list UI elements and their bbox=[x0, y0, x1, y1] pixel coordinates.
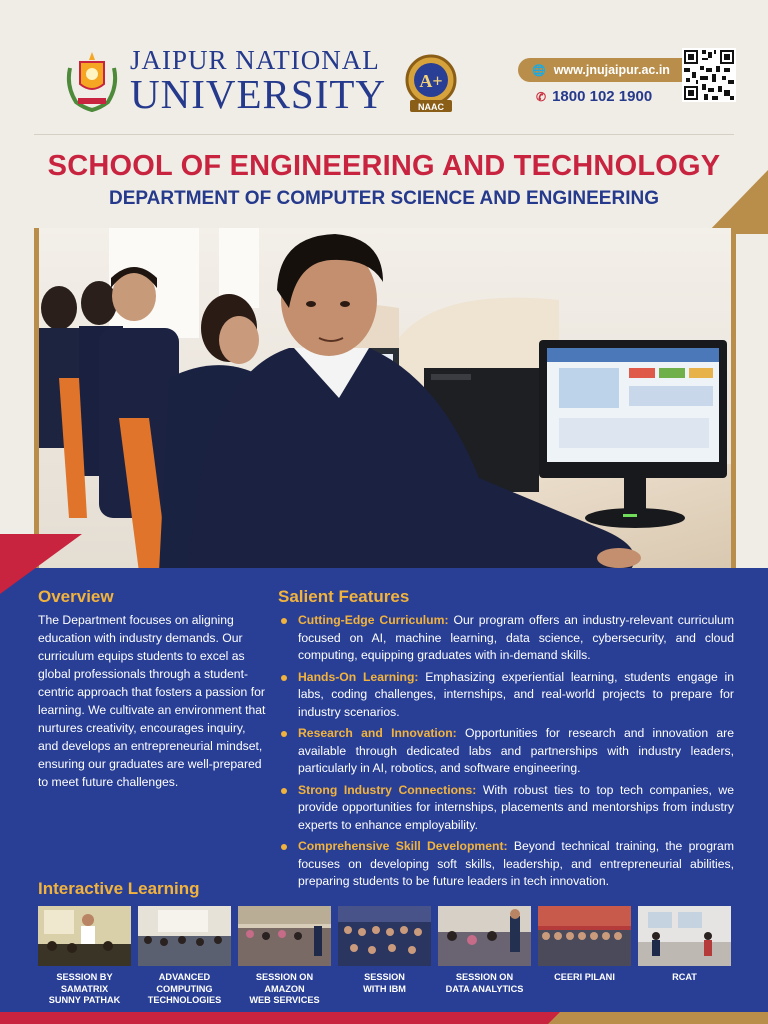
bullet-icon bbox=[281, 675, 287, 681]
overview-text: The Department focuses on aligning education with industry demands. Our curriculum equips students to excel as global professionals through a student-centric approach that fosters a passion for learning. We cultivate an environment that nurtures creativity, encourages inquiry, and develops an entrepreneurial mindset, ensuring our graduates are well-prepared to meet future challenges. bbox=[38, 613, 266, 789]
university-name-line1: JAIPUR NATIONAL bbox=[130, 45, 380, 75]
globe-icon: 🌐 bbox=[532, 64, 546, 77]
feature-title: Hands-On Learning: bbox=[298, 669, 419, 684]
feature-item bbox=[278, 782, 734, 835]
session-photo bbox=[638, 906, 731, 966]
session-photo bbox=[438, 906, 531, 966]
session-photo bbox=[338, 906, 431, 966]
feature-text: Opportunities for research and innovation are available through dedicated labs and partnerships with industry leaders, particularly in AI, robotics, and software engineering. bbox=[298, 726, 734, 775]
hero-photo bbox=[34, 228, 736, 572]
session-caption: ADVANCED COMPUTING TECHNOLOGIES bbox=[147, 972, 222, 1005]
session-photo bbox=[238, 906, 331, 966]
footer-strip bbox=[0, 1012, 768, 1024]
salient-features-list bbox=[278, 612, 734, 895]
school-title: SCHOOL OF ENGINEERING AND TECHNOLOGY bbox=[47, 150, 721, 182]
session-caption: CEERI PILANI bbox=[554, 972, 615, 982]
feature-title: Research and Innovation: bbox=[298, 726, 457, 740]
bullet-icon bbox=[281, 731, 287, 737]
department-title: DEPARTMENT OF COMPUTER SCIENCE AND ENGINEERING bbox=[109, 188, 659, 209]
phone-number[interactable] bbox=[536, 88, 652, 105]
session-thumbnail bbox=[238, 906, 331, 1007]
session-photo bbox=[138, 906, 231, 966]
session-caption: SESSION WITH IBM bbox=[363, 972, 406, 994]
university-name-line2: UNIVERSITY bbox=[130, 71, 386, 117]
session-caption: SESSION ON DATA ANALYTICS bbox=[445, 972, 524, 994]
feature-title: Cutting-Edge Curriculum: bbox=[298, 613, 449, 627]
feature-title: Comprehensive Skill Development: bbox=[298, 839, 508, 853]
feature-text: Emphasizing experiential learning, students engage in labs, coding challenges, internships, and real-world projects to prepare for industry scenarios. bbox=[298, 669, 735, 719]
phone-icon: ✆ bbox=[536, 89, 547, 104]
naac-label: NAAC bbox=[418, 102, 444, 112]
bullet-icon bbox=[281, 618, 287, 624]
session-thumbnail bbox=[38, 906, 131, 1007]
overview-heading: Overview bbox=[38, 587, 114, 606]
interactive-learning-heading: Interactive Learning bbox=[38, 879, 200, 898]
session-thumbnail bbox=[538, 906, 631, 984]
session-photo bbox=[38, 906, 131, 966]
feature-item bbox=[278, 838, 734, 891]
naac-badge bbox=[396, 52, 466, 114]
session-thumbnail bbox=[138, 906, 231, 1007]
session-caption: SESSION ON AMAZON WEB SERVICES bbox=[249, 972, 320, 1005]
qr-code[interactable] bbox=[682, 48, 736, 102]
session-photo bbox=[538, 906, 631, 966]
feature-text: With robust ties to top tech companies, we provide opportunities for internships, placements and mentorships from industry experts to enhance employability. bbox=[298, 782, 734, 832]
session-thumbnail bbox=[338, 906, 431, 995]
feature-item bbox=[278, 725, 734, 778]
website-text: www.jnujaipur.ac.in bbox=[553, 63, 670, 77]
website-link[interactable] bbox=[518, 58, 684, 82]
session-caption: SESSION BY SAMATRIX SUNNY PATHAK bbox=[48, 972, 121, 1005]
feature-item bbox=[278, 612, 734, 665]
session-thumbnail bbox=[638, 906, 731, 984]
bullet-icon bbox=[281, 788, 287, 794]
feature-text: Our program offers an industry-relevant curriculum focused on AI, machine learning, data science, cybersecurity, and cloud computing, equipping graduates with in-demand skills. bbox=[298, 613, 734, 662]
session-caption: RCAT bbox=[672, 972, 697, 982]
university-name bbox=[130, 45, 386, 117]
computer-lab-photo bbox=[39, 228, 731, 572]
gold-corner-decoration bbox=[706, 170, 768, 234]
header-divider bbox=[34, 134, 734, 135]
bullet-icon bbox=[281, 844, 287, 850]
naac-grade: A+ bbox=[419, 71, 443, 91]
salient-features-heading: Salient Features bbox=[278, 587, 410, 606]
red-corner-decoration bbox=[0, 534, 82, 594]
feature-title: Strong Industry Connections: bbox=[298, 782, 477, 797]
phone-text: 1800 102 1900 bbox=[552, 88, 653, 105]
feature-text: Beyond technical training, the program focuses on developing soft skills, leadership, and entrepreneurial abilities, preparing students to be future leaders in tech innovation. bbox=[298, 839, 734, 888]
university-crest-logo bbox=[64, 50, 120, 112]
session-thumbnail bbox=[438, 906, 531, 995]
feature-item bbox=[278, 669, 734, 722]
